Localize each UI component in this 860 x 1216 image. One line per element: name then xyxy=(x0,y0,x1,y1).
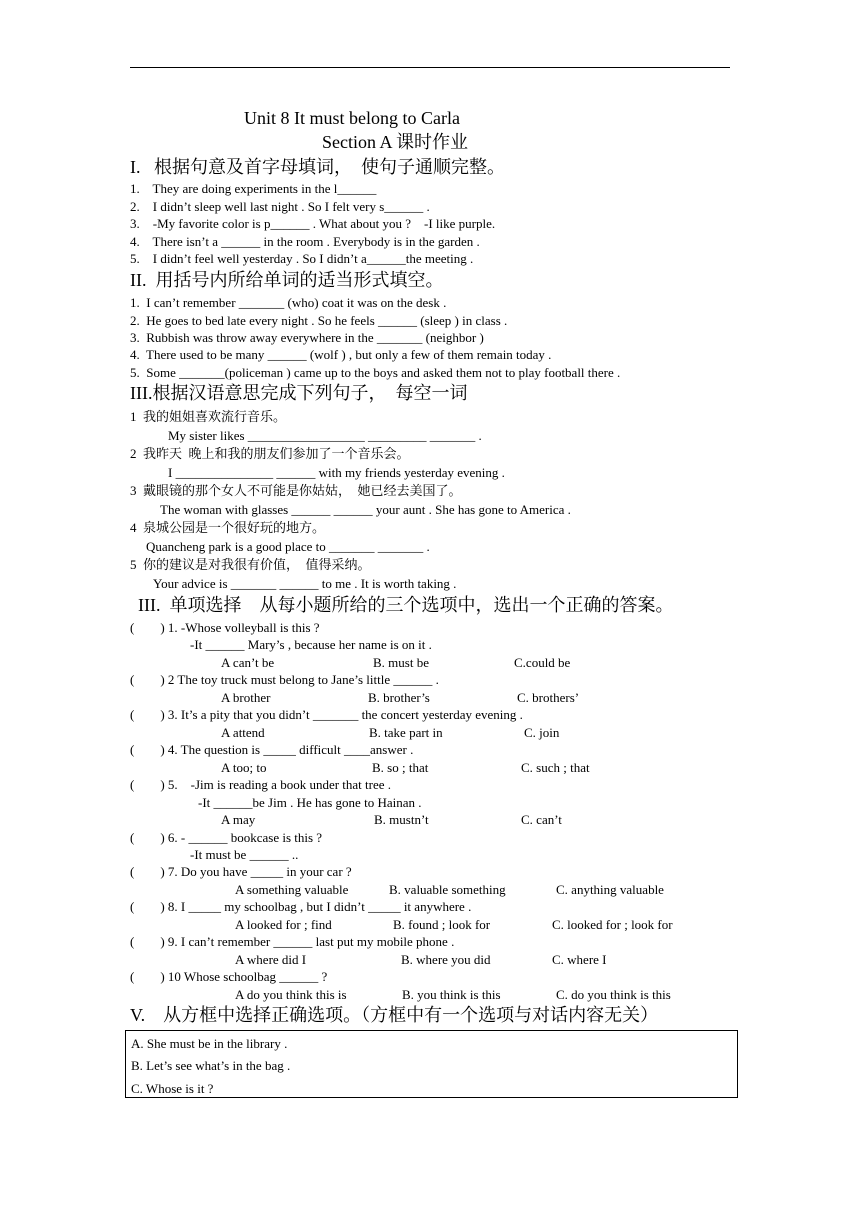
mc-option-a: A do you think this is xyxy=(235,987,347,1002)
section-5-heading: V. 从方框中选择正确选项。（方框中有一个选项与对话内容无关） xyxy=(130,1005,659,1025)
section-3-chinese: 2 我昨天 晚上和我的朋友们参加了一个音乐会。 xyxy=(130,446,410,461)
mc-option-b: B. take part in xyxy=(369,725,443,740)
mc-option-a: A may xyxy=(221,812,256,827)
mc-option-c: C. anything valuable xyxy=(556,882,664,897)
mc-option-c: C. looked for ; look for xyxy=(552,917,673,932)
header-rule xyxy=(130,67,730,68)
box-option: B. Let’s see what’s in the bag . xyxy=(131,1058,291,1073)
section-3-english: Quancheng park is a good place to _______ _______ . xyxy=(146,539,430,554)
mc-option-a: A attend xyxy=(221,725,265,740)
section-1-line: 3. -My favorite color is p______ . What about you ? -I like purple. xyxy=(130,216,496,231)
mc-option-b: B. so ; that xyxy=(372,760,429,775)
mc-question-line2: -It must be ______ .. xyxy=(190,847,299,862)
page-title: Unit 8 It must belong to Carla xyxy=(244,108,460,128)
mc-question: ( ) 10 Whose schoolbag ______ ? xyxy=(130,969,328,984)
mc-heading: III. 单项选择 从每小题所给的三个选项中，选出一个正确的答案。 xyxy=(138,595,674,615)
mc-question: ( ) 8. I _____ my schoolbag , but I didn’t _____ it anywhere . xyxy=(130,899,472,914)
mc-option-b: B. brother’s xyxy=(368,690,430,705)
section-3-english: I _______________ ______ with my friends yesterday evening . xyxy=(168,465,505,480)
mc-option-a: A can’t be xyxy=(221,655,275,670)
mc-question: ( ) 7. Do you have _____ in your car ? xyxy=(130,864,352,879)
mc-option-a: A looked for ; find xyxy=(235,917,332,932)
section-2-line: 5. Some _______(policeman ) came up to the boys and asked them not to play football there . xyxy=(130,365,621,380)
mc-option-b: B. where you did xyxy=(401,952,491,967)
mc-option-a: A where did I xyxy=(235,952,307,967)
mc-option-c: C. join xyxy=(524,725,560,740)
section-3-english: My sister likes __________________ _________ _______ . xyxy=(168,428,482,443)
section-1-line: 5. I didn’t feel well yesterday . So I didn’t a______the meeting . xyxy=(130,251,474,266)
section-3-chinese: 4 泉城公园是一个很好玩的地方。 xyxy=(130,520,326,535)
mc-question: ( ) 2 The toy truck must belong to Jane’s little ______ . xyxy=(130,672,439,687)
section-1-line: 2. I didn’t sleep well last night . So I felt very s______ . xyxy=(130,199,430,214)
mc-option-c: C. such ; that xyxy=(521,760,590,775)
mc-question: ( ) 6. - ______ bookcase is this ? xyxy=(130,830,323,845)
mc-option-a: A brother xyxy=(221,690,271,705)
mc-question: ( ) 9. I can’t remember ______ last put my mobile phone . xyxy=(130,934,455,949)
mc-option-b: B. you think is this xyxy=(402,987,501,1002)
mc-question: ( ) 4. The question is _____ difficult ____answer . xyxy=(130,742,414,757)
section-3-chinese: 5 你的建议是对我很有价值， 值得采纳。 xyxy=(130,557,371,572)
mc-question: ( ) 5. -Jim is reading a book under that tree . xyxy=(130,777,392,792)
mc-option-c: C. can’t xyxy=(521,812,562,827)
mc-option-c: C. where I xyxy=(552,952,607,967)
section-3-chinese: 3 戴眼镜的那个女人不可能是你姑姑， 她已经去美国了。 xyxy=(130,483,462,498)
mc-option-c: C. brothers’ xyxy=(517,690,580,705)
section-3-chinese: 1 我的姐姐喜欢流行音乐。 xyxy=(130,409,287,424)
mc-option-c: C.could be xyxy=(514,655,571,670)
page-subtitle: Section A 课时作业 xyxy=(322,132,469,152)
section-3-english: Your advice is _______ ______ to me . It is worth taking . xyxy=(153,576,457,591)
mc-question-line2: -It ______ Mary’s , because her name is on it . xyxy=(190,637,432,652)
section-3-english: The woman with glasses ______ ______ your aunt . She has gone to America . xyxy=(160,502,571,517)
mc-option-b: B. must be xyxy=(373,655,429,670)
mc-option-b: B. valuable something xyxy=(389,882,506,897)
section-2-line: 3. Rubbish was throw away everywhere in the _______ (neighbor ) xyxy=(130,330,484,345)
mc-question: ( ) 1. -Whose volleyball is this ? xyxy=(130,620,320,635)
mc-option-b: B. mustn’t xyxy=(374,812,429,827)
section-2-heading: II. 用括号内所给单词的适当形式填空。 xyxy=(130,270,444,290)
section-2-line: 4. There used to be many ______ (wolf ) , but only a few of them remain today . xyxy=(130,347,552,362)
section-2-line: 2. He goes to bed late every night . So he feels ______ (sleep ) in class . xyxy=(130,313,508,328)
mc-option-c: C. do you think is this xyxy=(556,987,671,1002)
mc-option-b: B. found ; look for xyxy=(393,917,491,932)
box-option: C. Whose is it ? xyxy=(131,1081,214,1096)
section-1-heading: I. 根据句意及首字母填词， 使句子通顺完整。 xyxy=(130,157,505,177)
mc-option-a: A too; to xyxy=(221,760,267,775)
mc-question-line2: -It ______be Jim . He has gone to Hainan . xyxy=(198,795,422,810)
mc-option-a: A something valuable xyxy=(235,882,349,897)
section-2-line: 1. I can’t remember _______ (who) coat it was on the desk . xyxy=(130,295,447,310)
mc-question: ( ) 3. It’s a pity that you didn’t _______ the concert yesterday evening . xyxy=(130,707,523,722)
section-1-line: 1. They are doing experiments in the l______ xyxy=(130,181,377,196)
section-1-line: 4. There isn’t a ______ in the room . Everybody is in the garden . xyxy=(130,234,480,249)
box-option: A. She must be in the library . xyxy=(131,1036,288,1051)
section-3-heading: III.根据汉语意思完成下列句子， 每空一词 xyxy=(130,383,468,403)
options-box xyxy=(125,1030,738,1098)
